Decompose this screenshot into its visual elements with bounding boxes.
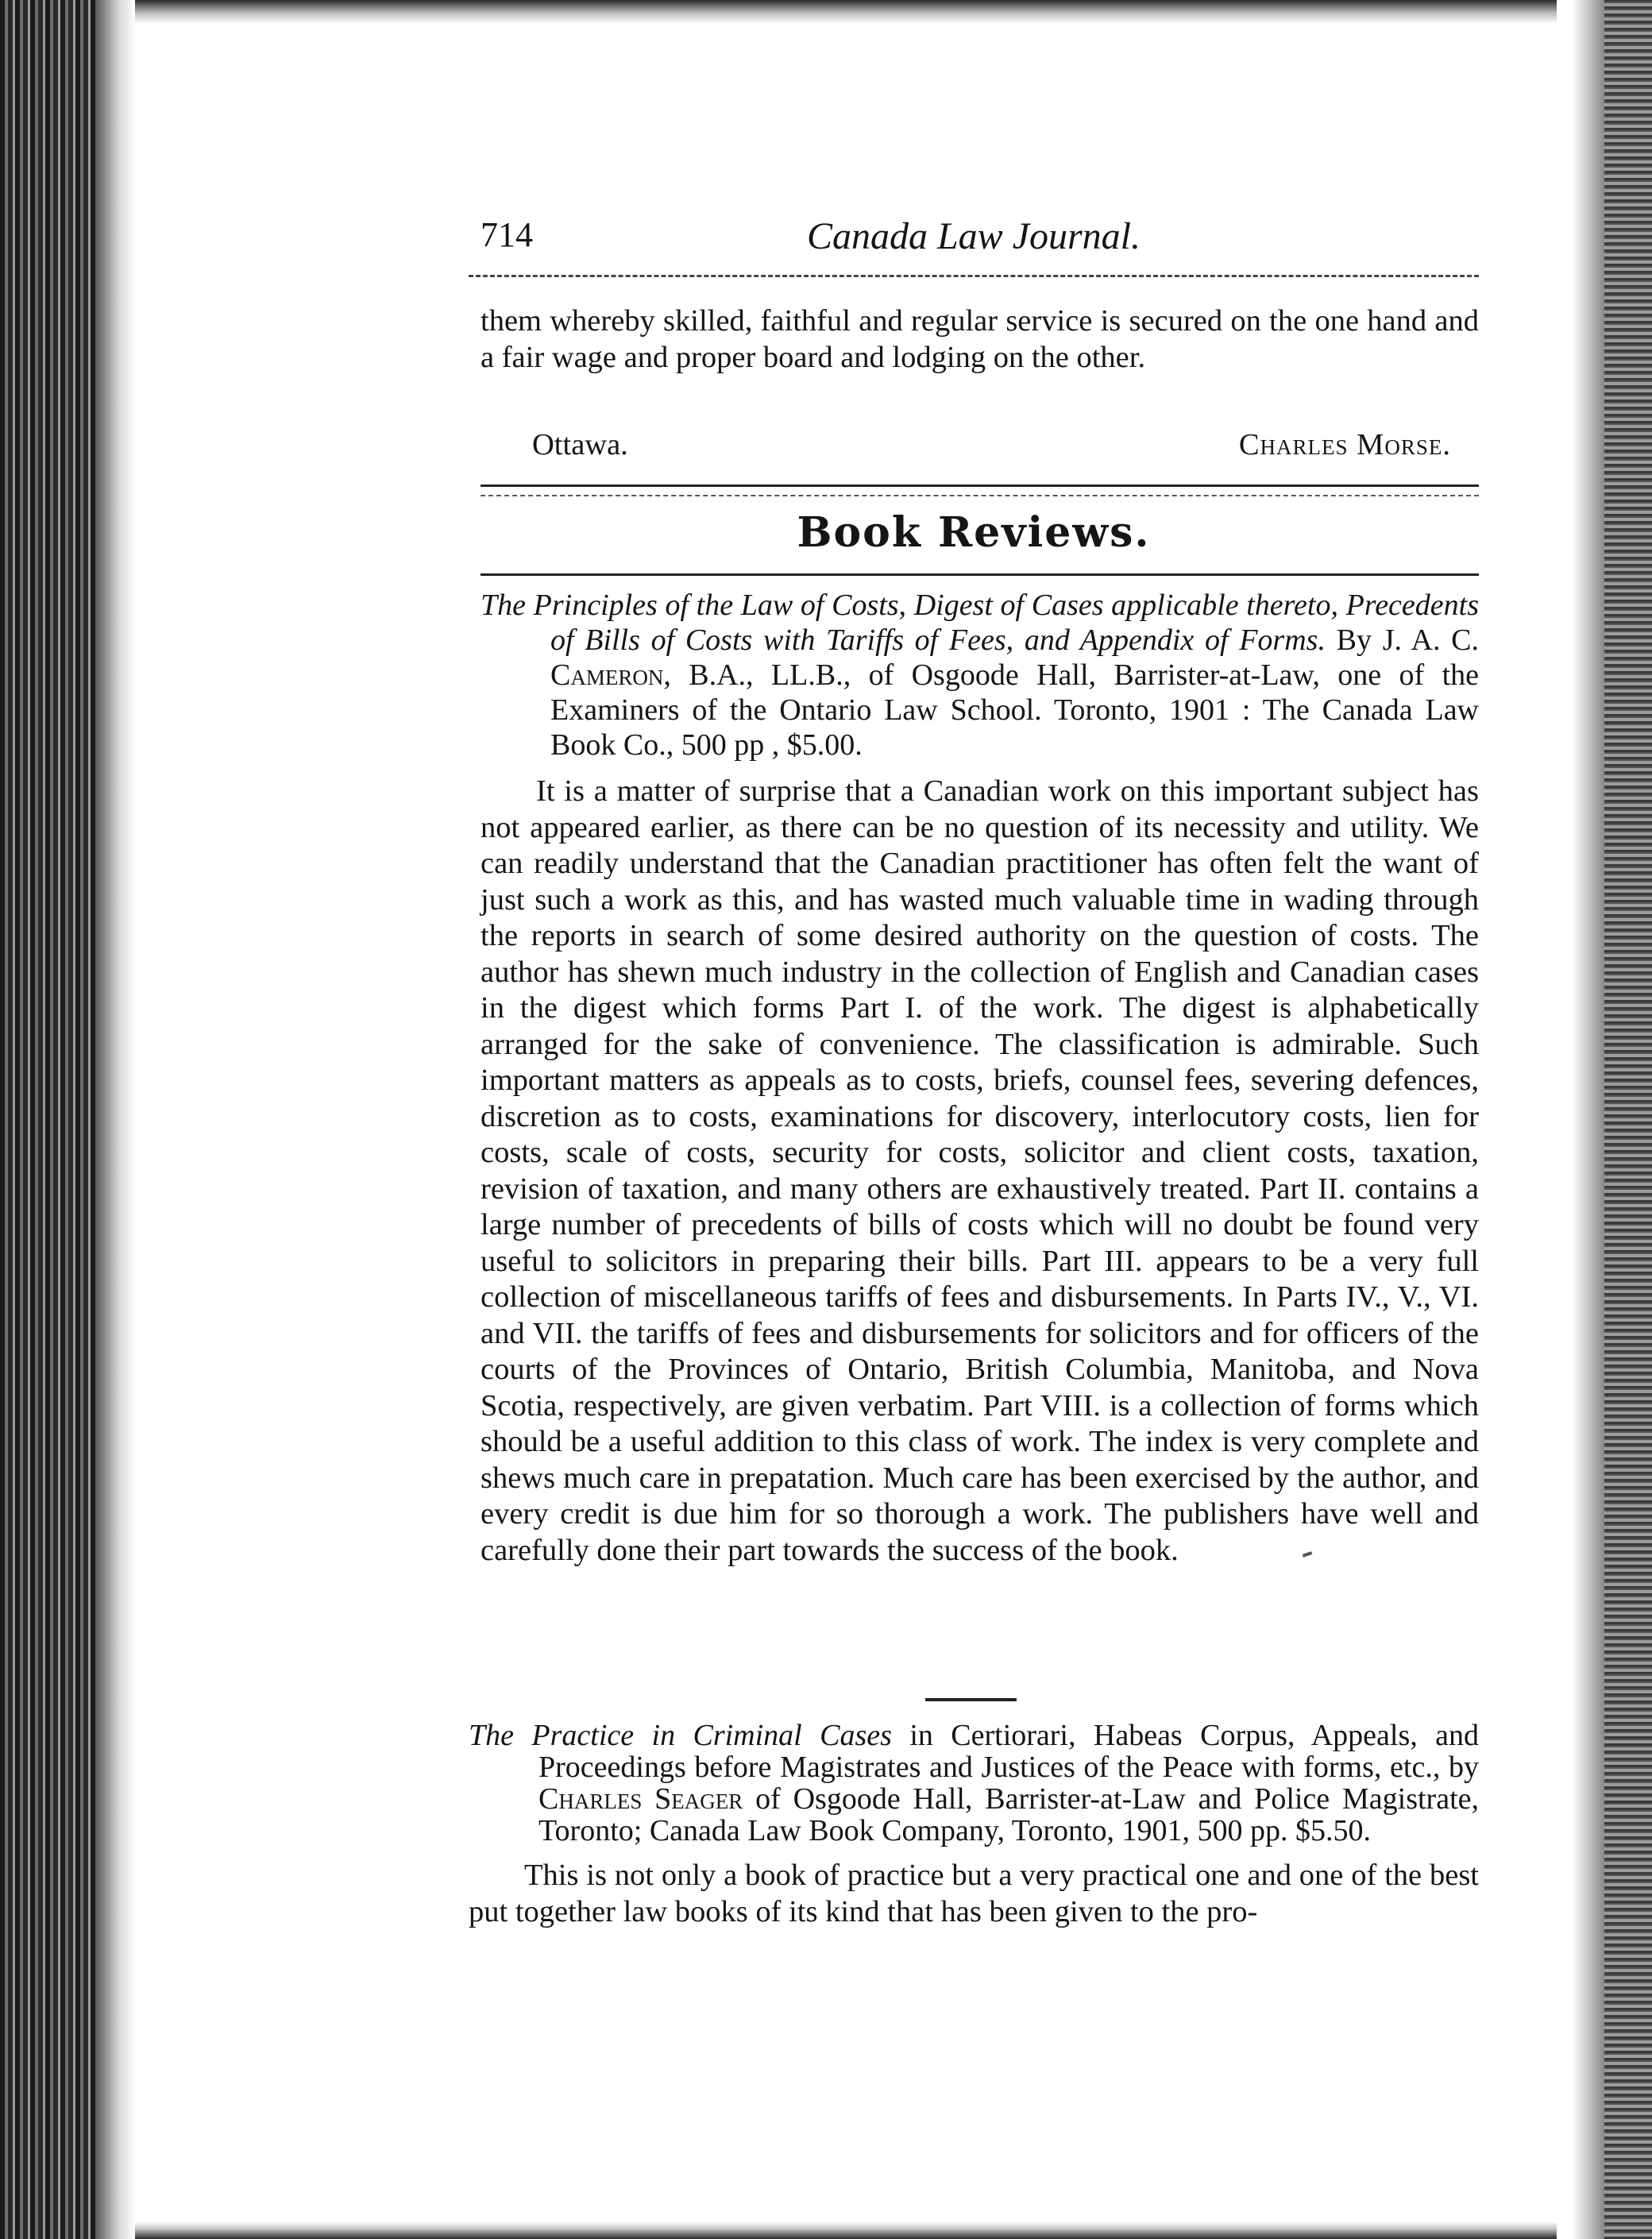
review-citation xyxy=(481,588,1479,762)
book-details-lead: in Certiorari, Habeas Corpus, Appeals, and Proceedings before Magistrates and Justices of the Peace with forms, etc., by xyxy=(538,1719,1480,1784)
book-title: The Practice in Criminal Cases xyxy=(469,1719,892,1752)
page-number: 714 xyxy=(481,215,533,254)
heading-rule xyxy=(481,573,1479,576)
page-right-edge xyxy=(1604,0,1652,2239)
running-header xyxy=(469,214,1479,270)
page-top-edge xyxy=(135,0,1557,24)
book-details: of Osgoode Hall, Barrister-at-Law and Police Magistrate, Toronto; Canada Law Book Company, Toronto, 1901, 500 pp. $5.50. xyxy=(538,1782,1479,1847)
signature-author: Charles Morse. xyxy=(1238,428,1451,461)
section-divider xyxy=(481,484,1479,496)
review-costs xyxy=(481,588,1479,1569)
journal-title: Canada Law Journal. xyxy=(806,215,1141,257)
review-body: It is a matter of surprise that a Canadian work on this important subject has not appeared earlier, as there can be no question of its necessity and utility. We can readily understand that the Canadian practitioner has often felt the want of just such a work as this, and has wasted much valuable time in wading through the reports in search of some desired authority on the question of costs. The author has shewn much industry in the collection of English and Canadian cases in the digest which forms Part I. of the work. The digest is alphabetically arranged for the sake of convenience. The classification is admirable. Such important matters as appeals as to costs, briefs, counsel fees, severing defences, discretion as to costs, examinations for discovery, interlocutory costs, lien for costs, scale of costs, security for costs, solicitor and client costs, taxation, revision of taxation, and many others are exhaustively treated. Part II. contains a large number of precedents of bills of costs which will no doubt be found very useful to solicitors in preparing their bills. Part III. appears to be a very full collection of miscellaneous tariffs of fees and disbursements. In Parts IV., V., VI. and VII. the tariffs of fees and disbursements for solicitors and for officers of the courts of the Provinces of Ontario, British Columbia, Manitoba, and Nova Scotia, respectively, are given verbatim. Part VIII. is a collection of forms which should be a useful addition to this class of work. The index is very complete and shews much care in prepatation. Much care has been exercised by the author, and every credit is due him for so thorough a work. The publishers have well and carefully done their part towards the success of the book. xyxy=(481,774,1479,1567)
binding-shadow xyxy=(95,0,135,2239)
book-title: The Principles of the Law of Costs, Digest of Cases applicable thereto, Precedents of Bills of Costs with Tariffs of Fees, and Appendix of Forms. xyxy=(481,589,1479,657)
review-criminal-practice xyxy=(469,1720,1479,1930)
intro-paragraph: them whereby skilled, faithful and regular service is secured on the one hand and a fair wage and proper board and lodging on the other. xyxy=(481,304,1479,374)
right-edge-shadow xyxy=(1573,0,1604,2239)
section-heading: Book Reviews. xyxy=(797,508,1151,557)
review-separator xyxy=(925,1698,1017,1701)
book-details: , B.A., LL.B., of Osgoode Hall, Barrister-at-Law, one of the Examiners of the Ontario Law School. Toronto, 1901 : The Canada Law Book Co., 500 pp , $5.00. xyxy=(550,658,1479,762)
article-signature xyxy=(481,427,1479,467)
header-rule xyxy=(469,275,1479,277)
by-label: By xyxy=(1336,623,1372,657)
page-bottom-edge xyxy=(135,2222,1557,2239)
book-author: Charles Seager xyxy=(538,1782,743,1816)
review-citation xyxy=(469,1720,1479,1847)
signature-place: Ottawa. xyxy=(532,428,628,461)
review-body: This is not only a book of practice but a very practical one and one of the best put together law books of its kind that has been given to the pro- xyxy=(469,1859,1479,1928)
book-author: J. A. C. Cameron xyxy=(550,623,1480,692)
journal-page xyxy=(469,214,1480,1928)
book-binding-edge xyxy=(0,0,95,2239)
